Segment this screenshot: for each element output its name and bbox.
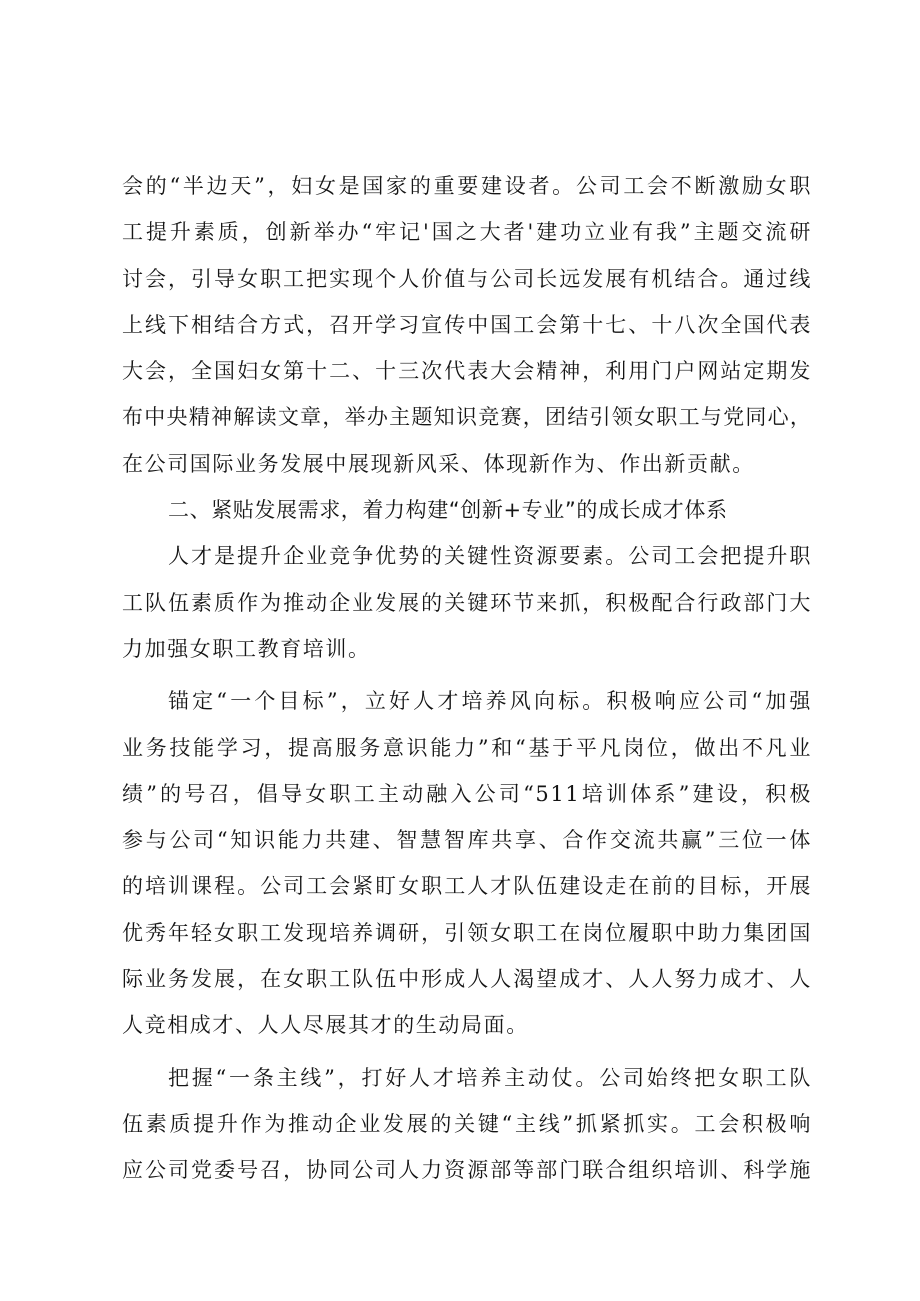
text-line: 优秀年轻女职工发现培养调研，引领女职工在岗位履职中助力集团国 xyxy=(122,920,812,945)
text-line: 参与公司“知识能力共建、智慧智库共享、合作交流共赢”三位一体 xyxy=(122,828,812,853)
document-body xyxy=(122,163,812,1194)
text-line: 际业务发展，在女职工队伍中形成人人渴望成才、人人努力成才、人 xyxy=(122,967,812,992)
text-line: 讨会，引导女职工把实现个人价值与公司长远发展有机结合。通过线 xyxy=(122,266,812,291)
text-line: 锚定“一个目标”，立好人才培养风向标。积极响应公司“加强 xyxy=(168,689,812,714)
text-line: 工提升素质，创新举办“牢记'国之大者'建功立业有我”主题交流研 xyxy=(122,220,812,245)
text-line: 布中央精神解读文章，举办主题知识竞赛，团结引领女职工与党同心， xyxy=(122,405,812,430)
text-line: 把握“一条主线”，打好人才培养主动仗。公司始终把女职工队 xyxy=(168,1065,812,1090)
text-line: 力加强女职工教育培训。 xyxy=(122,636,371,661)
text-line: 工队伍素质作为推动企业发展的关键环节来抓，积极配合行政部门大 xyxy=(122,590,812,615)
text-line: 在公司国际业务发展中展现新风采、体现新作为、作出新贡献。 xyxy=(122,451,755,476)
paragraph-women-role xyxy=(122,163,812,487)
text-line: 会的“半边天”，妇女是国家的重要建设者。公司工会不断激励女职 xyxy=(122,174,812,198)
paragraph-one-mainline xyxy=(122,1055,812,1194)
text-line: 大会，全国妇女第十二、十三次代表大会精神，利用门户网站定期发 xyxy=(122,359,812,384)
text-line: 人才是提升企业竞争优势的关键性资源要素。公司工会把提升职 xyxy=(168,544,812,569)
text-line: 人竞相成才、人人尽展其才的生动局面。 xyxy=(122,1013,529,1038)
text-line: 应公司党委号召，协同公司人力资源部等部门联合组织培训、科学施 xyxy=(122,1158,812,1183)
text-line: 业务技能学习，提高服务意识能力”和“基于平凡岗位，做出不凡业 xyxy=(122,735,812,760)
paragraph-talent-intro xyxy=(122,533,812,672)
text-line: 上线下相结合方式，召开学习宣传中国工会第十七、十八次全国代表 xyxy=(122,312,812,337)
text-line: 绩”的号召，倡导女职工主动融入公司“511培训体系”建设，积极 xyxy=(122,781,812,806)
text-line: 的培训课程。公司工会紧盯女职工人才队伍建设走在前的目标，开展 xyxy=(122,874,812,899)
section-heading: 二、紧贴发展需求，着力构建“创新+专业”的成长成才体系 xyxy=(168,498,728,523)
text-line: 伍素质提升作为推动企业发展的关键“主线”抓紧抓实。工会积极响 xyxy=(122,1111,812,1136)
paragraph-one-goal xyxy=(122,678,812,1048)
